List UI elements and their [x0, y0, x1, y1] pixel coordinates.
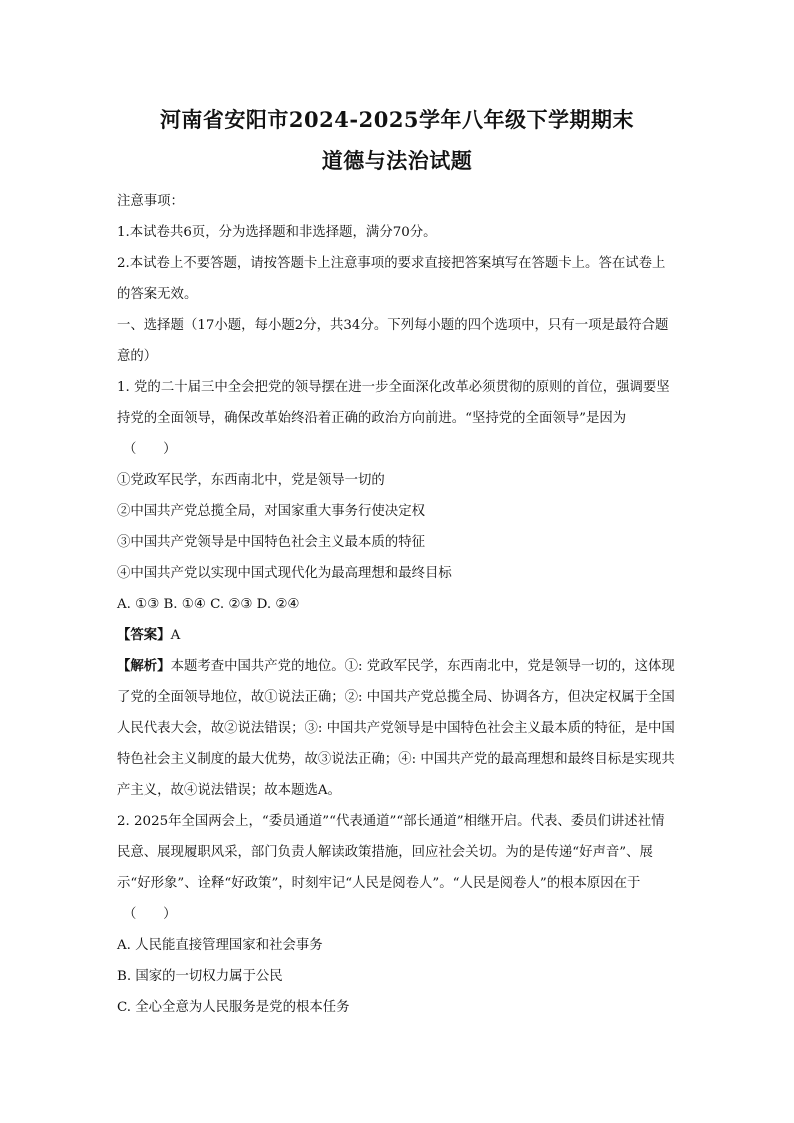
answer-label: 【答案】	[117, 627, 171, 643]
question-2-paren: （ ）	[123, 907, 177, 922]
exam-content	[117, 186, 677, 1023]
exam-title: 河南省安阳市2024-2025学年八年级下学期期末	[159, 107, 635, 132]
question-1-answer	[117, 620, 677, 651]
notes-header: 注意事项：	[117, 194, 184, 209]
question-1-statement-1: ①党政军民学，东西南北中，党是领导一切的	[117, 473, 385, 488]
section-heading: 一、选择题（17小题，每小题2分，共34分。下列每小题的四个选项中，只有一项是最符合题意的）	[117, 318, 669, 364]
question-1-paren: （ ）	[123, 442, 177, 457]
exam-subtitle: 道德与法治试题	[321, 148, 473, 173]
notes-item-2: 2.本试卷上不要答题，请按答题卡上注意事项的要求直接把答案填写在答题卡上。答在试卷上的答案无效。	[117, 256, 666, 302]
question-1-statement-3: ③中国共产党领导是中国特色社会主义最本质的特征	[117, 535, 425, 550]
question-2-stem: 2. 2025年全国两会上，“委员通道”“代表通道”“部长通道”相继开启。代表、委员们讲述社情民意、展现履职风采，部门负责人解读政策措施，回应社会关切。为的是传递“好声音”、展示“好形象”、诠释“好政策”，时刻牢记“人民是阅卷人”。“人民是阅卷人”的根本原因在于	[117, 814, 665, 891]
question-2-option-c: C. 全心全意为人民服务是党的根本任务	[117, 1000, 350, 1015]
question-2-option-b: B. 国家的一切权力属于公民	[117, 969, 283, 984]
analysis-label: 【解析】	[117, 658, 171, 674]
question-1-statement-4: ④中国共产党以实现中国式现代化为最高理想和最终目标	[117, 566, 452, 581]
notes-item-1: 1.本试卷共6页，分为选择题和非选择题，满分70分。	[117, 225, 437, 240]
question-1-analysis	[117, 651, 677, 806]
question-1-statement-2: ②中国共产党总揽全局，对国家重大事务行使决定权	[117, 504, 425, 519]
answer-value: A	[170, 628, 181, 643]
question-1-stem: 1. 党的二十届三中全会把党的领导摆在进一步全面深化改革必须贯彻的原则的首位，强调要坚持党的全面领导，确保改革始终沿着正确的政治方向前进。“坚持党的全面领导”是因为	[117, 380, 670, 426]
question-2-option-a: A. 人民能直接管理国家和社会事务	[117, 938, 323, 953]
question-1-options: A. ①③ B. ①④ C. ②③ D. ②④	[117, 597, 300, 612]
analysis-text: 本题考查中国共产党的地位。①: 党政军民学，东西南北中，党是领导一切的，这体现了党的全面领导地位，故①说法正确；②: 中国共产党总揽全局、协调各方，但决定权属于全国人民代表大会，故②说法错误；③: 中国共产党领导是中国特色社会主义最本质的特征，是中国特色社会主义制度的最大优势，故③说法正确；④: 中国共产党的最高理想和最终目标是实现共产主义，故④说法错误；故本题选A。	[117, 659, 675, 798]
